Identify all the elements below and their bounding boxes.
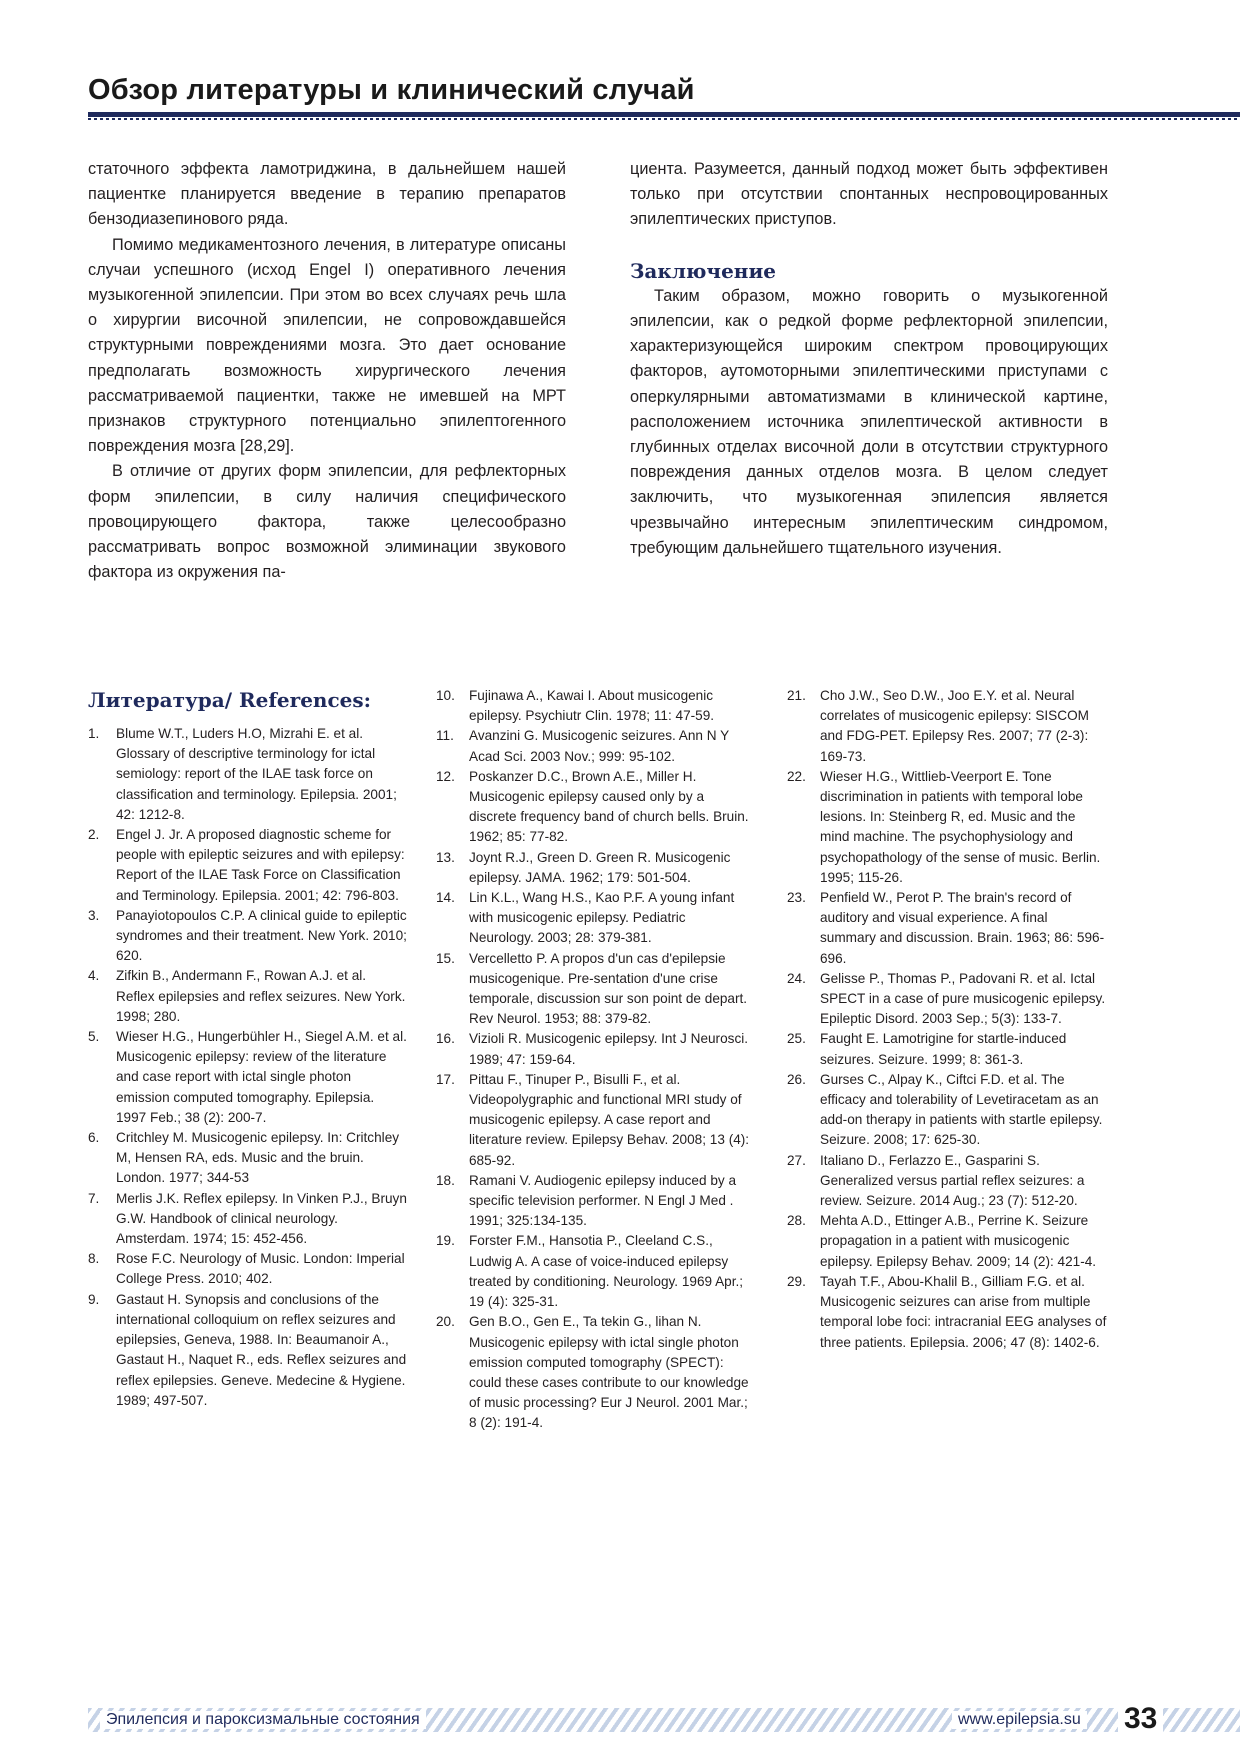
reference-item — [88, 825, 408, 906]
reference-item — [787, 1029, 1107, 1069]
reference-text: Vizioli R. Musicogenic epilepsy. Int J Neurosci. 1989; 47: 159-64. — [469, 1031, 749, 1067]
reference-number: 10. — [436, 688, 455, 703]
reference-item — [787, 1211, 1107, 1272]
paragraph: В отличие от других форм эпилепсии, для рефлекторных форм эпилепсии, в силу наличия специфического провоцирующего фактора, также целесообразно рассматривать вопрос возможной элиминации звукового фактора из окружения па- — [88, 462, 566, 582]
reference-text: Penfield W., Perot P. The brain's record of auditory and visual experience. A final summary and discussion. Brain. 1963; 86: 596-696. — [820, 890, 1105, 966]
reference-text: Pittau F., Tinuper P., Bisulli F., et al. Videopolygraphic and functional MRI study of musicogenic epilepsy. A case report and literature review. Epilepsy Behav. 2008; 13 (4): 685-92. — [469, 1071, 750, 1168]
references-list-col1 — [88, 724, 408, 1411]
reference-number: 21. — [787, 688, 806, 703]
reference-number: 12. — [436, 768, 455, 784]
reference-text: Gelisse P., Thomas P., Padovani R. et al. Ictal SPECT in a case of pure musicogenic epilepsy. Epileptic Disord. 2003 Sep.; 5(3): 133-7. — [820, 970, 1106, 1027]
reference-item — [88, 906, 408, 967]
reference-number: 25. — [787, 1031, 806, 1047]
reference-text: Mehta A.D., Ettinger A.B., Perrine K. Seizure propagation in a patient with musicogenic epilepsy. Epilepsy Behav. 2009; 14 (2): 421-4. — [820, 1213, 1097, 1269]
right-text-column — [630, 157, 1108, 561]
reference-text: Engel J. Jr. A proposed diagnostic scheme for people with epileptic seizures and with epilepsy: Report of the ILAE Task Force on Classification and Terminology. Epilepsia. 2001; 42: 796-803. — [116, 827, 405, 903]
reference-item — [436, 1312, 754, 1433]
reference-text: Poskanzer D.C., Brown A.E., Miller H. Musicogenic epilepsy caused only by a discrete frequency band of church bells. Bruin. 1962; 85: 77-82. — [469, 768, 749, 845]
reference-number: 22. — [787, 768, 806, 784]
reference-item — [787, 767, 1107, 888]
reference-text: Ramani V. Audiogenic epilepsy induced by a specific television performer. N Engl J Med . 1991; 325:134-135. — [469, 1172, 737, 1229]
reference-number: 26. — [787, 1071, 806, 1087]
reference-text: Panayiotopoulos C.P. A clinical guide to epileptic syndromes and their treatment. New York. 2010; 620. — [116, 907, 407, 964]
paragraph: статочного эффекта ламотриджина, в дальнейшем нашей пациентке планируется введение в терапию препаратов бензодиазепинового ряда. — [88, 160, 566, 229]
reference-number: 3. — [88, 907, 100, 923]
reference-text: Avanzini G. Musicogenic seizures. Ann N Y Acad Sci. 2003 Nov.; 999: 95-102. — [469, 728, 729, 764]
reference-text: Wieser H.G., Wittlieb-Veerport E. Tone discrimination in patients with temporal lobe lesions. In: Steinberg R, ed. Music and the mind machine. The psychophysiology and psychopathology of the sense of music. Berlin. 1995; 115-26. — [820, 768, 1101, 885]
reference-item — [787, 969, 1107, 1030]
reference-item — [436, 767, 754, 848]
reference-text: Italiano D., Ferlazzo E., Gasparini S. Generalized versus partial reflex seizures: a review. Seizure. 2014 Aug.; 23 (7): 512-20. — [820, 1152, 1085, 1209]
reference-number: 27. — [787, 1152, 806, 1168]
reference-item — [88, 1189, 408, 1250]
reference-text: Rose F.C. Neurology of Music. London: Imperial College Press. 2010; 402. — [116, 1251, 405, 1287]
reference-text: Cho J.W., Seo D.W., Joo E.Y. et al. Neural correlates of musicogenic epilepsy: SISCOM and FDG-PET. Epilepsy Res. 2007; 77 (2-3): 169-73. — [820, 688, 1089, 764]
reference-text: Merlis J.K. Reflex epilepsy. In Vinken P.J., Bruyn G.W. Handbook of clinical neurology. Amsterdam. 1974; 15: 452-456. — [116, 1190, 407, 1247]
reference-number: 8. — [88, 1251, 100, 1267]
reference-item — [787, 1272, 1107, 1353]
reference-text: Gurses C., Alpay K., Ciftci F.D. et al. The efficacy and tolerability of Levetiracetam as an add-on therapy in patients with startle epilepsy. Seizure. 2008; 17: 625-30. — [820, 1071, 1103, 1148]
reference-number: 16. — [436, 1031, 455, 1047]
reference-number: 1. — [88, 726, 100, 741]
reference-item — [88, 1249, 408, 1289]
page-title: Обзор литературы и клинический случай — [88, 74, 695, 106]
reference-item — [436, 1231, 754, 1312]
reference-text: Vercelletto P. A propos d'un cas d'epilepsie musicogenique. Pre-sentation d'une crise temporale, discussion sur son point de depart. Rev Neurol. 1953; 88: 379-82. — [469, 950, 748, 1027]
reference-text: Faught E. Lamotrigine for startle-induced seizures. Seizure. 1999; 8: 361-3. — [820, 1031, 1067, 1067]
reference-number: 18. — [436, 1172, 455, 1188]
reference-number: 11. — [436, 728, 454, 744]
reference-number: 28. — [787, 1213, 806, 1229]
reference-text: Tayah T.F., Abou-Khalil B., Gilliam F.G. et al. Musicogenic seizures can arise from multiple temporal lobe foci: intracranial EEG analyses of three patients. Epilepsia. 2006; 47 (8): 1402-6. — [820, 1273, 1107, 1350]
paragraph: циента. Разумеется, данный подход может быть эффективен только при отсутствии спонтанных неспровоцированных эпилептических приступов. — [630, 160, 1108, 229]
reference-item — [436, 1029, 754, 1069]
references-heading: Литература/ References: — [88, 688, 372, 712]
reference-text: Joynt R.J., Green D. Green R. Musicogenic epilepsy. JAMA. 1962; 179: 501-504. — [469, 849, 731, 885]
reference-number: 2. — [88, 827, 100, 843]
reference-number: 5. — [88, 1029, 100, 1045]
reference-item — [436, 726, 754, 766]
reference-text: Zifkin B., Andermann F., Rowan A.J. et al. Reflex epilepsies and reflex seizures. New York. 1998; 280. — [116, 968, 406, 1024]
reference-item — [436, 949, 754, 1030]
header-rule — [88, 112, 1240, 117]
reference-item — [787, 888, 1107, 969]
header-rule-dotted — [88, 118, 1240, 120]
reference-item — [88, 966, 408, 1027]
left-text-column — [88, 157, 566, 585]
references-list-col2 — [436, 686, 754, 1434]
reference-number: 14. — [436, 890, 455, 906]
reference-number: 13. — [436, 849, 455, 865]
reference-text: Gen B.O., Gen E., Ta tekin G., lihan N. Musicogenic epilepsy with ictal single photon emission computed tomography (SPECT): could these cases contribute to our knowledge of music processing? Eur J Neurol. 2001 Mar.; 8 (2): 191-4. — [469, 1314, 749, 1431]
reference-number: 19. — [436, 1233, 455, 1249]
reference-item — [787, 1151, 1107, 1212]
footer-url[interactable]: www.epilepsia.su — [952, 1711, 1087, 1729]
reference-text: Fujinawa A., Kawai I. About musicogenic epilepsy. Psychiutr Clin. 1978; 11: 47-59. — [469, 688, 715, 724]
reference-text: Blume W.T., Luders H.O, Mizrahi E. et al. Glossary of descriptive terminology for ictal semiology: report of the ILAE task force on classification and terminology. Epilepsia. 2001; 42: 1212-8. — [116, 726, 397, 822]
footer-journal-name: Эпилепсия и пароксизмальные состояния — [100, 1711, 426, 1729]
reference-number: 23. — [787, 890, 806, 906]
reference-item — [436, 686, 754, 726]
reference-item — [436, 1070, 754, 1171]
conclusion-heading: Заключение — [630, 258, 776, 283]
reference-text: Lin K.L., Wang H.S., Kao P.F. A young infant with musicogenic epilepsy. Pediatric Neurology. 2003; 28: 379-381. — [469, 890, 735, 946]
reference-number: 4. — [88, 968, 100, 984]
references-list-col3 — [787, 686, 1107, 1353]
reference-number: 15. — [436, 950, 455, 966]
reference-number: 29. — [787, 1273, 806, 1289]
reference-item — [88, 1290, 408, 1411]
reference-item — [436, 848, 754, 888]
reference-item — [436, 1171, 754, 1232]
reference-item — [88, 724, 408, 825]
reference-number: 9. — [88, 1291, 100, 1307]
reference-item — [88, 1027, 408, 1128]
reference-text: Gastaut H. Synopsis and conclusions of the international colloquium on reflex seizures and epilepsies, Geneva, 1988. In: Beaumanoir A., Gastaut H., Naquet R., eds. Reflex seizures and reflex epilepsies. Geneve. Medecine & Hygiene. 1989; 497-507. — [116, 1291, 407, 1408]
reference-item — [88, 1128, 408, 1189]
page-number: 33 — [1118, 1702, 1163, 1736]
reference-item — [787, 1070, 1107, 1151]
reference-number: 24. — [787, 970, 806, 986]
conclusion-paragraph: Таким образом, можно говорить о музыкогенной эпилепсии, как о редкой форме рефлекторной эпилепсии, характеризующейся широким спектром провоцирующих факторов, аутомоторными эпилептическими приступами с оперкулярными автоматизмами в клинической картине, расположением источника эпилептической активности в глубинных отделах височной доли в отсутствии структурного повреждения данных отделов мозга. В целом следует заключить, что музыкогенная эпилепсия является чрезвычайно интересным эпилептическим синдромом, требующим дальнейшего тщательного изучения. — [630, 286, 1108, 557]
reference-text: Critchley M. Musicogenic epilepsy. In: Critchley M, Hensen RA, eds. Music and the bruin. London. 1977; 344-53 — [116, 1130, 400, 1186]
reference-number: 7. — [88, 1190, 100, 1206]
reference-item — [787, 686, 1107, 767]
reference-text: Forster F.M., Hansotia P., Cleeland C.S., Ludwig A. A case of voice-induced epilepsy treated by conditioning. Neurology. 1969 Apr.; 19 (4): 325-31. — [469, 1233, 744, 1310]
reference-number: 20. — [436, 1314, 455, 1330]
reference-text: Wieser H.G., Hungerbühler H., Siegel A.M. et al. Musicogenic epilepsy: review of the literature and case report with ictal single photon emission computed tomography. Epilepsia. 1997 Feb.; 38 (2): 200-7. — [116, 1029, 407, 1125]
reference-number: 17. — [436, 1071, 455, 1087]
reference-number: 6. — [88, 1130, 100, 1146]
reference-item — [436, 888, 754, 949]
paragraph: Помимо медикаментозного лечения, в литературе описаны случаи успешного (исход Engel I) оперативного лечения музыкогенной эпилепсии. При этом во всех случаях речь шла о хирургии височной эпилепсии, не сопровождавшейся структурными повреждениями мозга. Это дает основание предполагать возможность хирургического лечения рассматриваемой пациентки, также не имевшей на МРТ признаков структурного потенциально эпилептогенного повреждения мозга [28,29]. — [88, 235, 566, 456]
